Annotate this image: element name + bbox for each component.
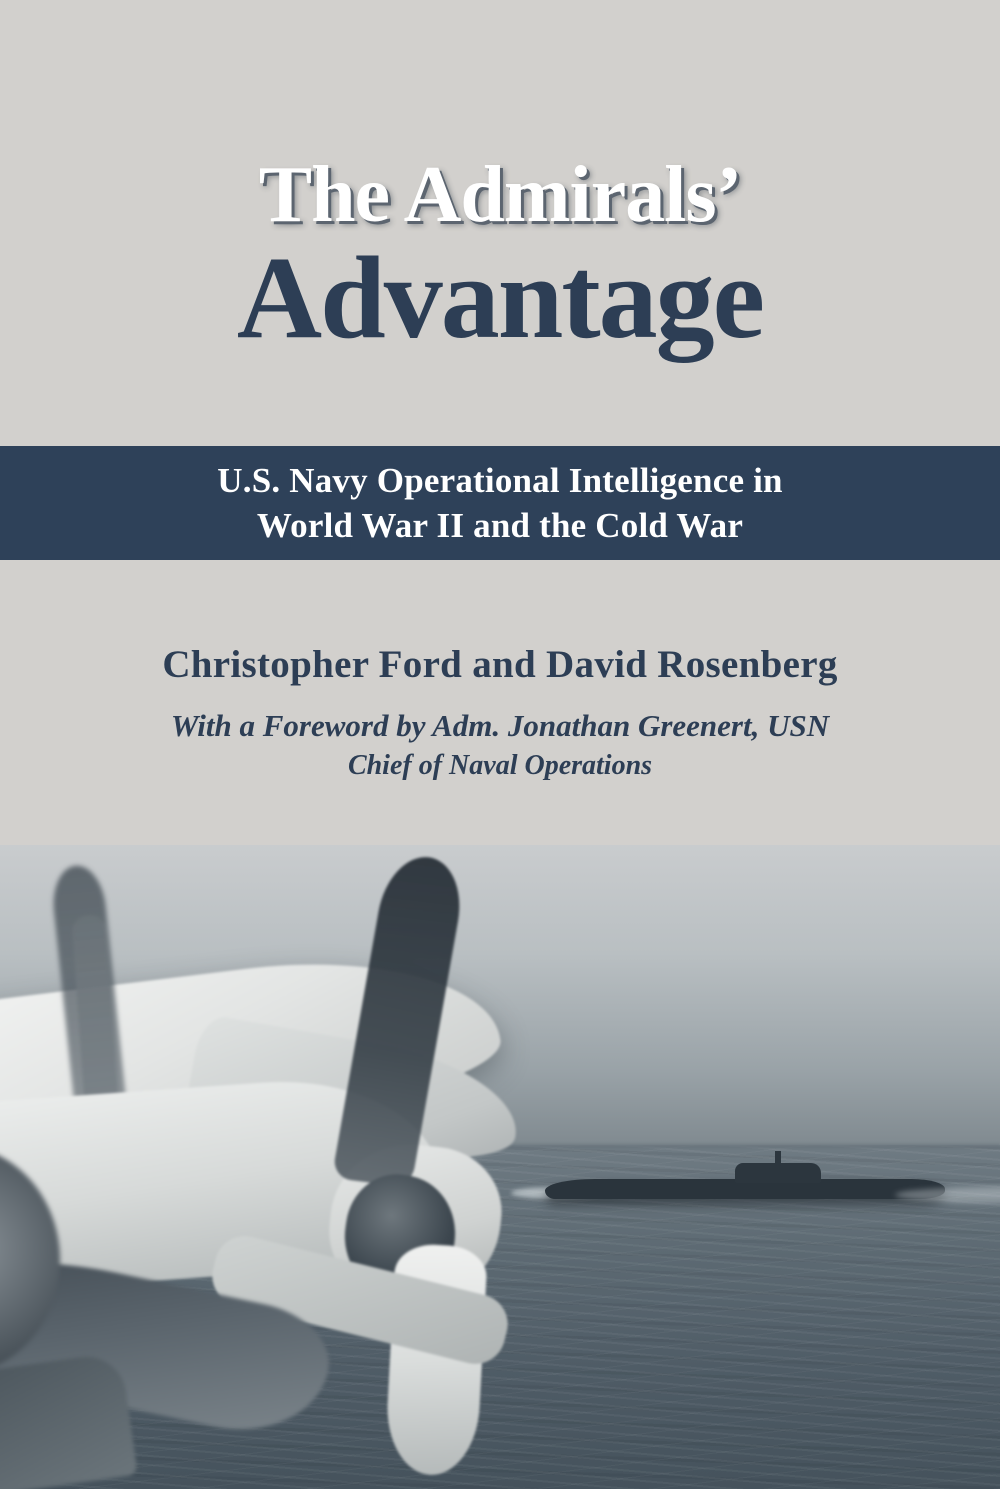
subtitle-band	[0, 446, 1000, 560]
deck-equipment	[0, 1352, 138, 1489]
subtitle-line-2: World War II and the Cold War	[256, 506, 744, 545]
cover-photograph	[0, 845, 1000, 1489]
title-line-2: Advantage	[236, 232, 764, 363]
authors-line: Christopher Ford and David Rosenberg	[162, 643, 838, 686]
title-area	[0, 0, 1000, 446]
foreword-line-2: Chief of Naval Operations	[347, 750, 653, 781]
foreword-line-1: With a Foreword by Adm. Jonathan Greenert, USN	[170, 708, 830, 743]
author-area	[0, 560, 1000, 845]
aircraft-foreground	[0, 845, 580, 1489]
title-line-1: The Admirals’	[258, 151, 742, 239]
subtitle-line-1: U.S. Navy Operational Intelligence in	[217, 461, 783, 500]
submarine-mast	[775, 1151, 781, 1167]
submarine-silhouette	[545, 1157, 945, 1203]
